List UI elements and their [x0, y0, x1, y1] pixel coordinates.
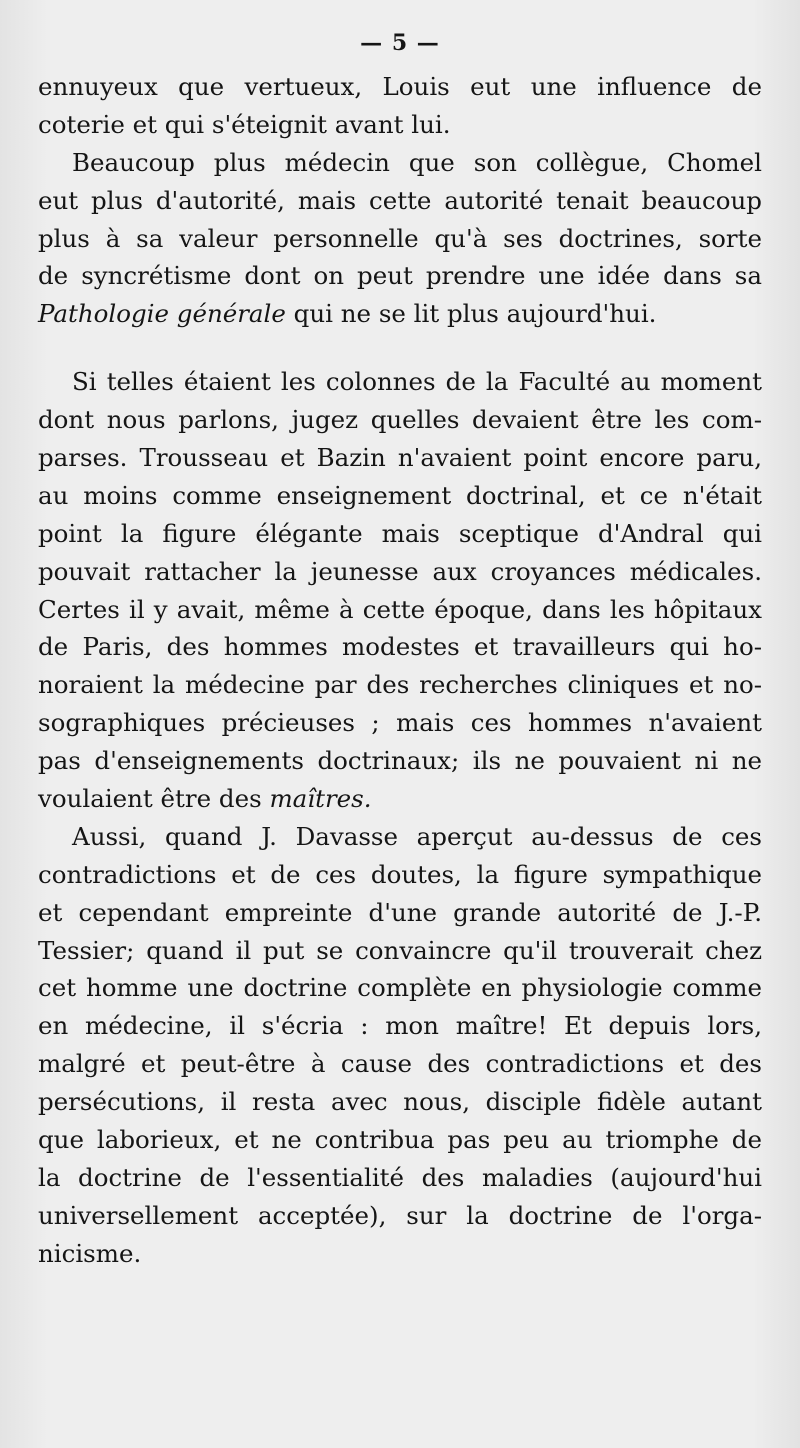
text-line: en médecine, il s'écria : mon maître! Et depuis lors,	[38, 1011, 762, 1041]
text-line: au moins comme enseignement doctrinal, et ce n'était	[38, 480, 762, 510]
text-line: point la figure élégante mais sceptique d'Andral qui	[38, 518, 762, 548]
text-line	[38, 780, 762, 818]
text-line: Aussi, quand J. Davasse aperçut au-dessus de ces	[72, 821, 762, 851]
paragraph-gap	[38, 333, 762, 363]
text-line: Beaucoup plus médecin que son collègue, Chomel	[72, 147, 762, 177]
book-title: Pathologie générale	[38, 299, 286, 329]
text-line: noraient la médecine par des recherches cliniques et no-	[38, 670, 762, 700]
text-line: cet homme une doctrine complète en physiologie comme	[38, 973, 762, 1003]
text-line: nicisme.	[38, 1238, 142, 1268]
text-line: parses. Trousseau et Bazin n'avaient point encore paru,	[38, 443, 762, 473]
text-line: de Paris, des hommes modestes et travailleurs qui ho-	[38, 632, 762, 662]
text-line: plus à sa valeur personnelle qu'à ses doctrines, sorte	[38, 223, 762, 253]
text-line: coterie et qui s'éteignit avant lui.	[38, 109, 451, 139]
text-line: de syncrétisme dont on peut prendre une idée dans sa	[38, 261, 762, 291]
text-line: la doctrine de l'essentialité des maladies (aujourd'hui	[38, 1162, 762, 1192]
text-line: persécutions, il resta avec nous, disciple fidèle autant	[38, 1087, 762, 1117]
paragraph-1	[38, 68, 762, 144]
text-line: Certes il y avait, même à cette époque, dans les hôpitaux	[38, 594, 762, 624]
body-text	[38, 68, 762, 1273]
text-line: pas d'enseignements doctrinaux; ils ne pouvaient ni ne	[38, 746, 762, 776]
text-line: Tessier; quand il put se convaincre qu'il trouverait chez	[38, 935, 762, 965]
text-line: universellement acceptée), sur la doctrine de l'orga-	[38, 1200, 762, 1230]
paragraph-4	[38, 818, 762, 1273]
page-number: — 5 —	[360, 30, 440, 56]
text-line: contradictions et de ces doutes, la figure sympathique	[38, 859, 762, 889]
text-line: ennuyeux que vertueux, Louis eut une influence de	[38, 72, 762, 101]
text-line: sographiques précieuses ; mais ces hommes n'avaient	[38, 708, 762, 738]
text-fragment: qui ne se lit plus aujourd'hui.	[285, 299, 657, 329]
paragraph-3	[38, 363, 762, 818]
text-line	[38, 295, 762, 333]
text-line: Si telles étaient les colonnes de la Faculté au moment	[72, 367, 762, 397]
text-line: pouvait rattacher la jeunesse aux croyances médicales.	[38, 556, 762, 586]
text-line: dont nous parlons, jugez quelles devaient être les com-	[38, 405, 762, 435]
text-line: que laborieux, et ne contribua pas peu au triomphe de	[38, 1125, 762, 1155]
text-line: eut plus d'autorité, mais cette autorité tenait beaucoup	[38, 185, 762, 215]
text-fragment: voulaient être des	[38, 784, 270, 814]
emphasized-word: maîtres.	[269, 784, 372, 814]
paragraph-2	[38, 144, 762, 333]
text-line: et cependant empreinte d'une grande autorité de J.-P.	[38, 897, 762, 927]
text-line: malgré et peut-être à cause des contradictions et des	[38, 1049, 762, 1079]
